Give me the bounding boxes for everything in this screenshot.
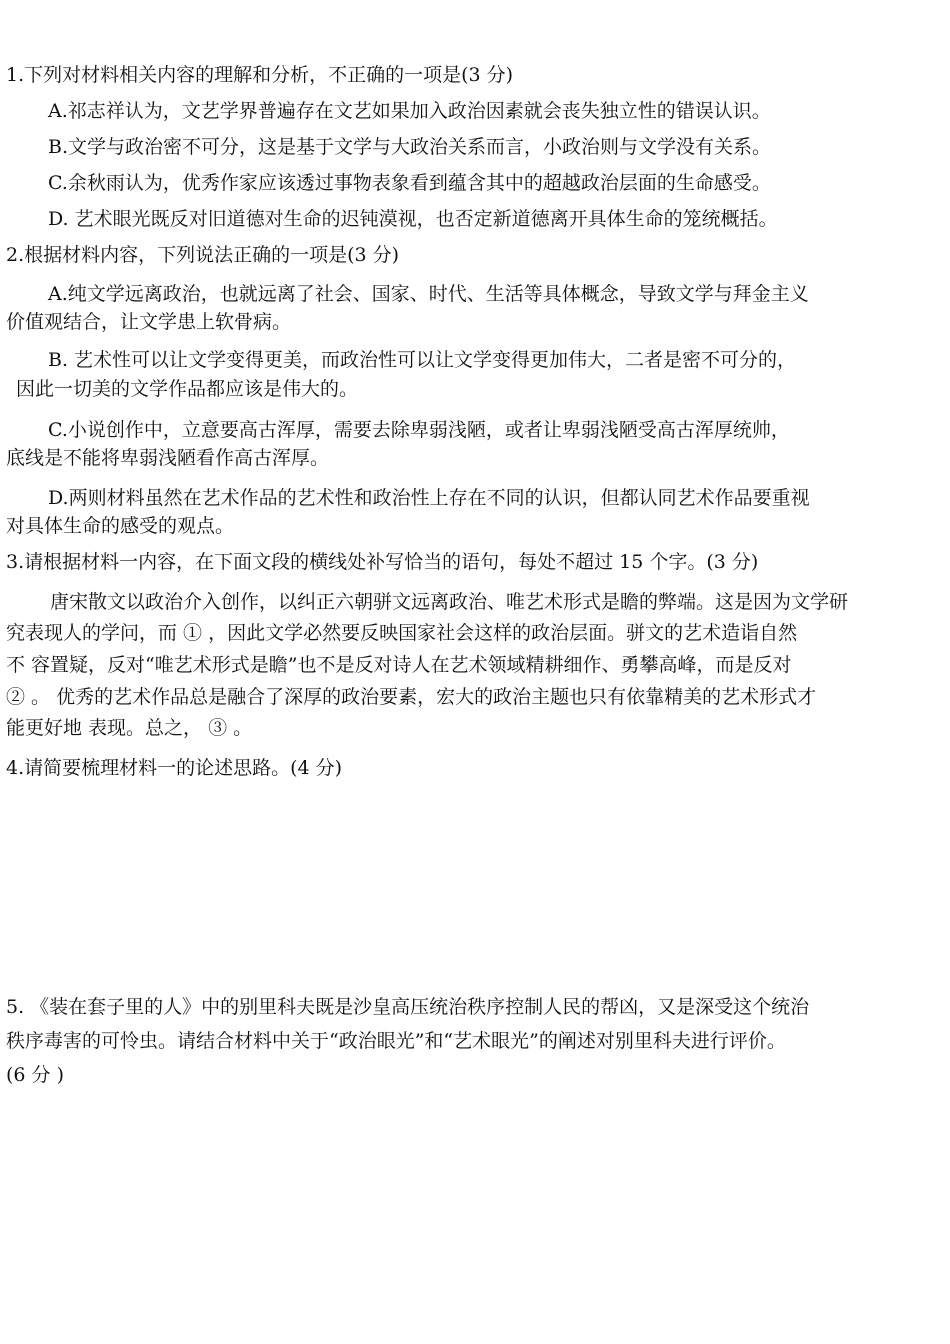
q2-option-b-line2: 因此一切美的文学作品都应该是伟大的。 — [16, 378, 359, 400]
q1-stem: 1.下列对材料相关内容的理解和分析，不正确的一项是(3 分) — [6, 64, 514, 86]
q3-stem: 3.请根据材料一内容，在下面文段的横线处补写恰当的语句，每处不超过 15 个字。(3 分) — [6, 551, 759, 573]
q2-option-a-line2: 价值观结合，让文学患上软骨病。 — [6, 311, 292, 333]
q5-line2: 秩序毒害的可怜虫。请结合材料中关于“政治眼光”和“艺术眼光”的阐述对别里科夫进行评价。 — [6, 1030, 786, 1052]
q1-option-c: C.余秋雨认为，优秀作家应该透过事物表象看到蕴含其中的超越政治层面的生命感受。 — [48, 172, 771, 194]
q3-passage-line3: 不 容置疑，反对“唯艺术形式是瞻”也不是反对诗人在艺术领域精耕细作、勇攀高峰，而是反对 — [6, 654, 792, 676]
q2-option-b-line1: B. 艺术性可以让文学变得更美，而政治性可以让文学变得更加伟大，二者是密不可分的， — [48, 349, 797, 371]
q2-option-d-line1: D.两则材料虽然在艺术作品的艺术性和政治性上存在不同的认识，但都认同艺术作品要重视 — [48, 487, 810, 509]
q4-stem: 4.请简要梳理材料一的论述思路。(4 分) — [6, 757, 343, 779]
q5-line3: (6 分 ) — [6, 1064, 64, 1086]
q2-option-c-line1: C.小说创作中，立意要高古浑厚，需要去除卑弱浅陋，或者让卑弱浅陋受高古浑厚统帅， — [48, 419, 790, 441]
q3-passage-line4: ② 。 优秀的艺术作品总是融合了深厚的政治要素，宏大的政治主题也只有依靠精美的艺术形式才 — [6, 686, 817, 708]
q2-stem: 2.根据材料内容，下列说法正确的一项是(3 分) — [6, 244, 400, 266]
q2-option-c-line2: 底线是不能将卑弱浅陋看作高古浑厚。 — [6, 447, 330, 469]
q2-option-a-line1: A.纯文学远离政治，也就远离了社会、国家、时代、生活等具体概念，导致文学与拜金主义 — [48, 283, 809, 305]
q2-option-d-line2: 对具体生命的感受的观点。 — [6, 515, 235, 537]
q3-passage-line1: 唐宋散文以政治介入创作，以纠正六朝骈文远离政治、唯艺术形式是瞻的弊端。这是因为文学研 — [50, 591, 849, 613]
q3-passage-line2: 究表现人的学问，而 ① ，因此文学必然要反映国家社会这样的政治层面。骈文的艺术造诣自然 — [6, 622, 798, 644]
q1-option-b: B.文学与政治密不可分，这是基于文学与大政治关系而言，小政治则与文学没有关系。 — [48, 136, 772, 158]
q1-option-d: D. 艺术眼光既反对旧道德对生命的迟钝漠视，也否定新道德离开具体生命的笼统概括。 — [48, 208, 778, 230]
q5-line1: 5. 《装在套子里的人》中的别里科夫既是沙皇高压统治秩序控制人民的帮凶，又是深受这个统治 — [6, 996, 810, 1018]
q3-passage-line5: 能更好地 表现。总之， ③ 。 — [6, 717, 253, 739]
q1-option-a: A.祁志祥认为，文艺学界普遍存在文艺如果加入政治因素就会丧失独立性的错误认识。 — [48, 100, 771, 122]
